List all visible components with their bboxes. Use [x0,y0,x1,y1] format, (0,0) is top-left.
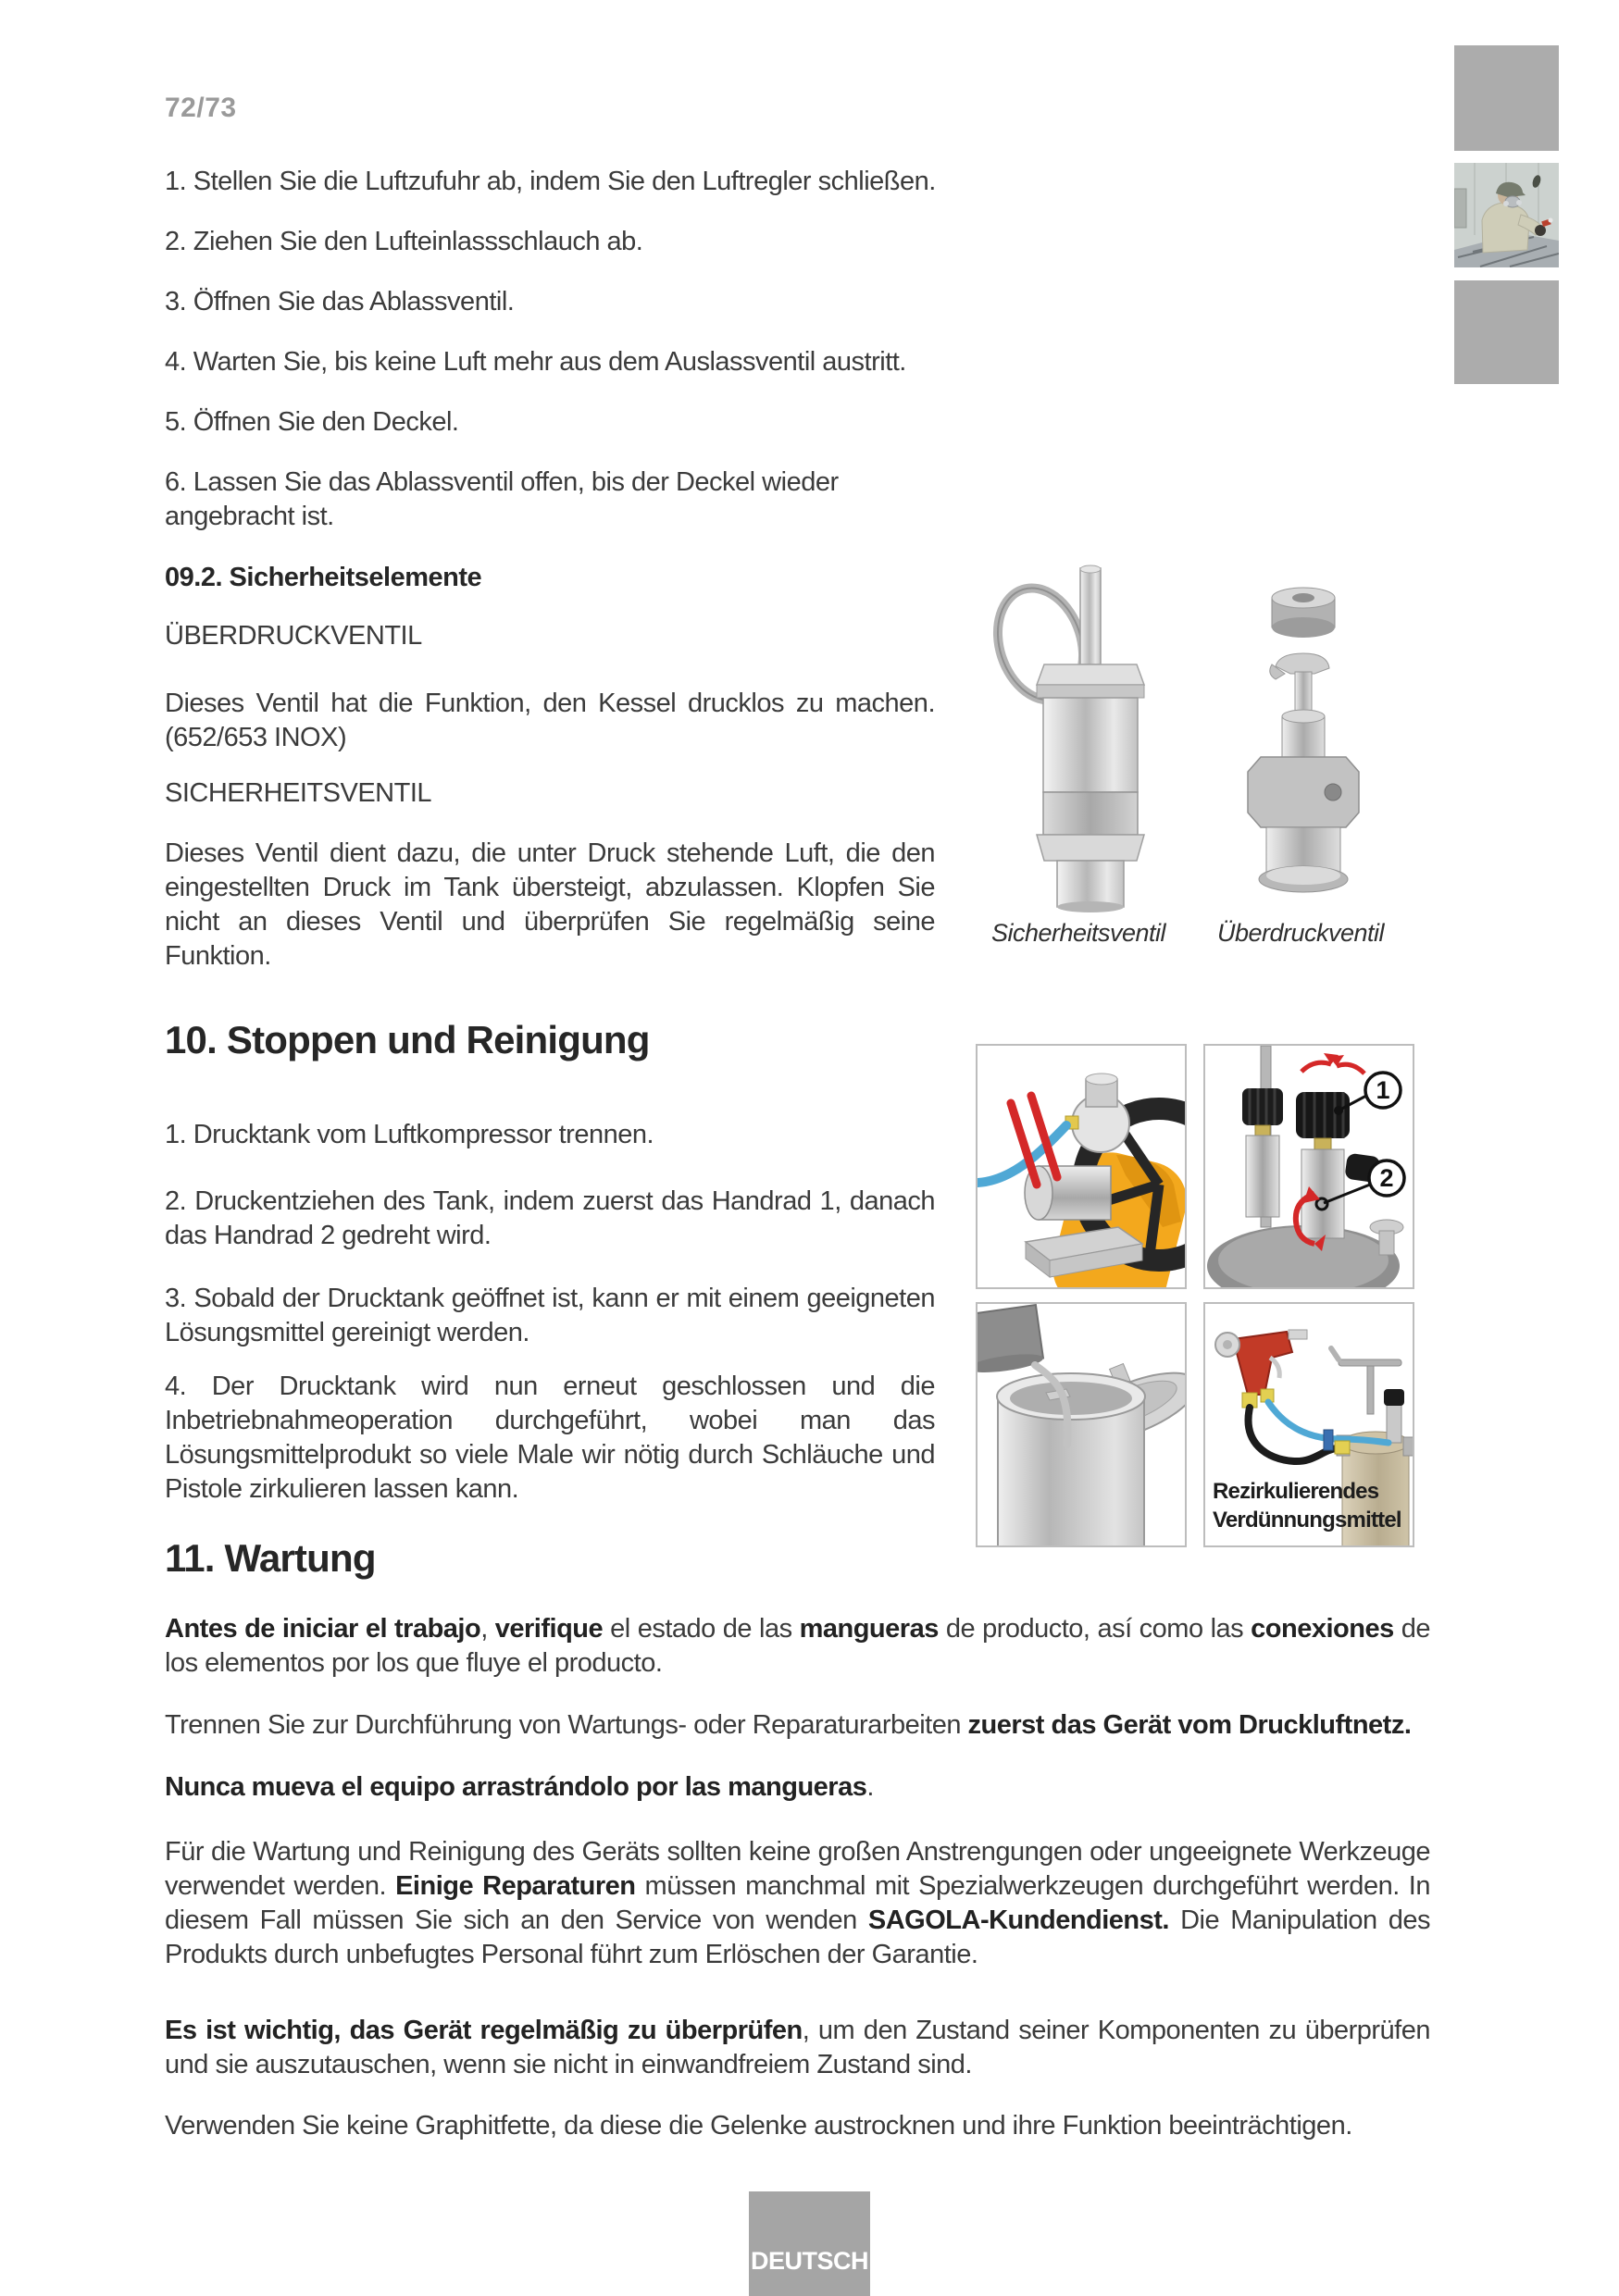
sidebar-photo [1454,163,1559,267]
panel-pouring-solvent [976,1302,1187,1547]
list-item: 4. Der Drucktank wird nun erneut geschlossen und die Inbetriebnahmeoperation durchgeführt, wobei man das Lösungsmittelprodukt so viele Male wir nötig durch Schläuche und Pistole zirkulieren lassen kann. [165,1371,935,1504]
list-item: 2. Druckentziehen des Tank, indem zuerst das Handrad 1, danach das Handrad 2 gedreht wird. [165,1186,935,1250]
figure-caption-overpressure-valve: Überdruckventil [1216,919,1385,947]
overpressure-valve-text: Dieses Ventil hat die Funktion, den Kessel drucklos zu machen. (652/653 INOX) [165,689,935,752]
language-tab [749,2191,870,2296]
recirculating-caption: Rezirkulierendes Verdünnungsmittel [1213,1479,1401,1533]
paragraph: Für die Wartung und Reinigung des Geräts sollten keine großen Anstrengungen oder ungeeignete Werkzeuge verwendet werden. Einige Reparaturen müssen manchmal mit Spezialwerkzeugen durchgeführt werden. In diesem Fall müssen Sie sich an den Service von wenden SAGOLA-Kundendienst. Die Manipulation des Produkts durch unbefugtes Personal führt zum Erlöschen der Garantie. [165,1837,1430,1969]
pouring-illustration [978,1304,1185,1545]
worker-suit [1482,203,1529,253]
page-number: 72/73 [165,93,237,123]
list-item: 3. Öffnen Sie das Ablassventil. [165,287,515,316]
panel-recirculating [1203,1302,1414,1547]
list-item: 1. Stellen Sie die Luftzufuhr ab, indem Sie den Luftregler schließen. [165,167,936,196]
valve-stem-mushroom [1270,653,1329,716]
compressor-illustration [978,1046,1185,1287]
valve-body [1043,698,1138,792]
valve-hex-body [1248,757,1359,827]
valves-figure [963,563,1435,961]
pot-regulator [1384,1389,1404,1443]
list-item: 4. Warten Sie, bis keine Luft mehr aus dem Auslassventil austritt. [165,347,906,377]
list-item: 6. Lassen Sie das Ablassventil offen, bis der Deckel wieder angebracht ist. [165,467,839,531]
section-09-heading: 09.2. Sicherheitselemente [165,563,482,592]
hose-fitting [1335,1441,1350,1454]
paragraph: Antes de iniciar el trabajo, verifique el estado de las mangueras de producto, así como las conexiones de los elementos por los que fluye el producto. [165,1614,1430,1678]
handwheel-left [1242,1088,1283,1217]
list-item: 2. Ziehen Sie den Lufteinlassschlauch ab. [165,227,643,256]
spray-booth-photo [1454,163,1559,267]
section-11-heading: 11. Wartung [165,1536,376,1580]
inline-valve [1324,1430,1333,1450]
valve-stem [1080,568,1101,664]
list-item: 1. Drucktank vom Luftkompressor trennen. [165,1120,654,1149]
list-item: 3. Sobald der Drucktank geöffnet ist, kann er mit einem geeigneten Lösungsmittel gereinigt werden. [165,1284,935,1347]
safety-valve-title: SICHERHEITSVENTIL [165,778,431,808]
stop-clean-figure [976,1044,1414,1547]
worker-glove [1535,225,1546,236]
rotation-arrow [1301,1062,1331,1072]
panel-disconnect-compressor [976,1044,1187,1289]
list-item: 5. Öffnen Sie den Deckel. [165,407,459,437]
sidebar-gray-block [1454,45,1559,151]
language-tab-label: DEUTSCH [750,2247,868,2275]
overpressure-valve-illustration [1211,581,1396,912]
panel-handwheels [1203,1044,1414,1289]
paragraph: Nunca mueva el equipo arrastrándolo por las mangueras. [165,1772,874,1802]
gun-trigger [1270,1358,1279,1378]
sidebar-gray-block [1454,280,1559,384]
callout-1-number: 1 [1376,1076,1390,1104]
safety-valve-text: Dieses Ventil dient dazu, die unter Druck stehende Luft, die den eingestellten Druck im Tank übersteigt, abzulassen. Klopfen Sie nicht an dieses Ventil und überprüfen Sie regelmäßig seine Funktion. [165,838,935,971]
paragraph: Verwenden Sie keine Graphitfette, da diese die Gelenke austrocknen und ihre Funktion beeinträchtigen. [165,2111,1352,2141]
spray-gun [1215,1330,1307,1408]
overpressure-valve-title: ÜBERDRUCKVENTIL [165,621,422,651]
figure-caption-safety-valve: Sicherheitsventil [990,919,1166,947]
shutdown-steps-list [165,165,938,560]
paragraph: Es ist wichtig, das Gerät regelmäßig zu überprüfen, um den Zustand seiner Komponenten zu überprüfen und sie auszutauschen, wenn sie nicht in einwandfreiem Zustand sind. [165,2016,1430,2079]
handwheels-illustration [1205,1046,1413,1287]
paragraph: Trennen Sie zur Durchführung von Wartungs- oder Reparaturarbeiten zuerst das Gerät vom Druckluftnetz. [165,1710,1412,1740]
rotation-arrow [1337,1064,1364,1074]
section-10-heading: 10. Stoppen und Reinigung [165,1018,650,1061]
valve-cap [1272,588,1335,638]
safety-valve-illustration [990,563,1176,912]
callout-2-number: 2 [1379,1164,1394,1192]
